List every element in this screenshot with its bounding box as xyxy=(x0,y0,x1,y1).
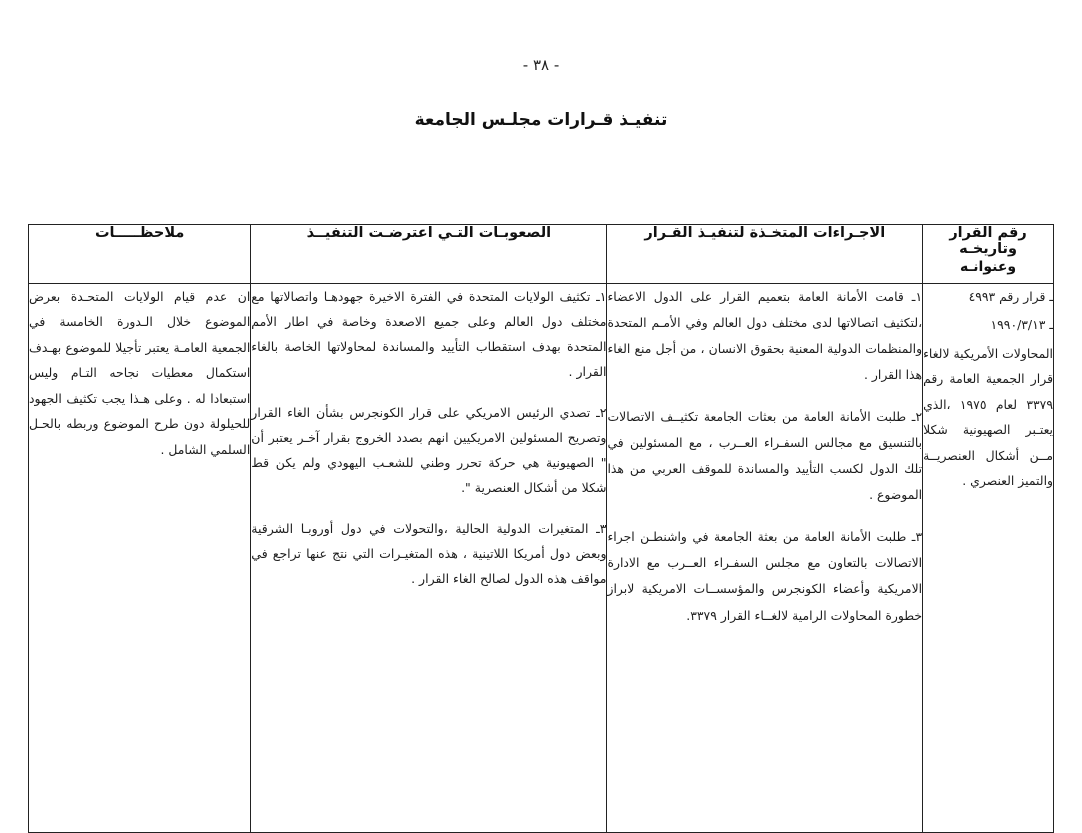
reference-date: ـ ١٩٩٠/٣/١٣ xyxy=(990,317,1053,333)
obstacle-item: ٣ـ المتغيرات الدولية الحالية ،والتحولات في دول أوروبـا الشرقية وبعض دول أمريكا اللاتينية ، هذه المتغيـرات التي نتج عنها تراجع في مواقف هذه الدول لصالح الغاء القرار . xyxy=(251,521,607,586)
column-header-notes: ملاحظـــــات xyxy=(29,225,251,284)
obstacle-item: ٢ـ تصدي الرئيس الامريكي على قرار الكونجرس بشأن الغاء القرار وتصريح المسئولين الامريكيين انهم بصدد الخروج بقرار آخـر يعتبر أن " الصهيونية هي حركة تحرر وطني للشعـب اليهودي ولم يكن قط شكلا من أشكال العنصرية ". xyxy=(251,405,607,495)
table-body xyxy=(29,284,1054,833)
action-item: ٢ـ طلبت الأمانة العامة من بعثات الجامعة تكثيــف الاتصالات بالتنسيق مع مجالس السفـراء العــرب ، مع المسئولين في تلك الدول لكسب التأييد والمساندة للموقف العربي من هذا الموضوع . xyxy=(607,409,923,503)
table-header xyxy=(29,225,1054,284)
table-header-row xyxy=(29,225,1054,284)
table-row xyxy=(29,284,1054,833)
cell-reference xyxy=(923,284,1054,833)
note-item: ان عدم قيام الولايات المتحـدة بعرض الموضوع خلال الـدورة الخامسة في الجمعية العامـة يعتبر تأجيلا للموضوع بهـدف استكمال معطيات نجاحه التـام وليس استبعادا له . وعلى هـذا يجب تكثيف الجهود للحيلولة دون طرح الموضوع وربطه بالحـل السلمي الشامل . xyxy=(29,289,251,457)
decisions-table xyxy=(28,224,1054,833)
reference-line: ـ قرار رقم ٤٩٩٣ xyxy=(968,289,1053,304)
cell-obstacles xyxy=(251,284,607,833)
obstacle-item: ١ـ تكثيف الولايات المتحدة في الفترة الاخيرة جهودهـا واتصالاتها مع مختلف دول العالم وعلى جميع الاصعدة وخاصة في اطار الأمم المتحدة بهدف استقطاب التأييد والمساندة لمحاولاتها الخاصة بالغاء القرار . xyxy=(251,289,607,379)
cell-notes xyxy=(29,284,251,833)
cell-actions xyxy=(607,284,923,833)
page-title: تنفيـذ قـرارات مجلـس الجامعة xyxy=(414,110,668,130)
action-item: ٣ـ طلبت الأمانة العامة من بعثة الجامعة في واشنطـن اجراء الاتصالات بالتعاون مع مجلس السفـراء العــرب مع الادارة الامريكية وأعضاء الكونجرس والمؤسســات الامريكية لابراز خطورة المحاولات الرامية لالغــاء القرار ٣٣٧٩. xyxy=(607,529,923,623)
column-header-actions: الاجـراءات المتخـذة لتنفيـذ القـرار xyxy=(607,225,923,284)
column-header-reference xyxy=(923,225,1054,284)
column-header-reference-label: رقم القرار وتاريخـه xyxy=(949,225,1027,257)
column-header-reference-sub: وعنوانـه xyxy=(960,259,1017,275)
column-header-obstacles: الصعوبـات التـي اعترضـت التنفيــذ xyxy=(251,225,607,284)
reference-subject: المحاولات الأمريكية لالغاء قرار الجمعية العامة رقم ٣٣٧٩ لعام ١٩٧٥ ،الذي يعتـبر الصهيونية شكلا مــن أشكال العنصريــة والتميز العنصري . xyxy=(923,345,1053,488)
document-page xyxy=(0,56,1082,820)
action-item: ١ـ قامت الأمانة العامة بتعميم القرار على الدول الاعضاء ،لتكثيف اتصالاتها لدى مختلف دول العالم وفي الأمـم المتحدة والمنظمات الدولية المعنية بحقوق الانسان ، من أجل منع الغاء هذا القرار . xyxy=(607,289,923,383)
page-number: - ٣٨ - xyxy=(522,56,560,74)
